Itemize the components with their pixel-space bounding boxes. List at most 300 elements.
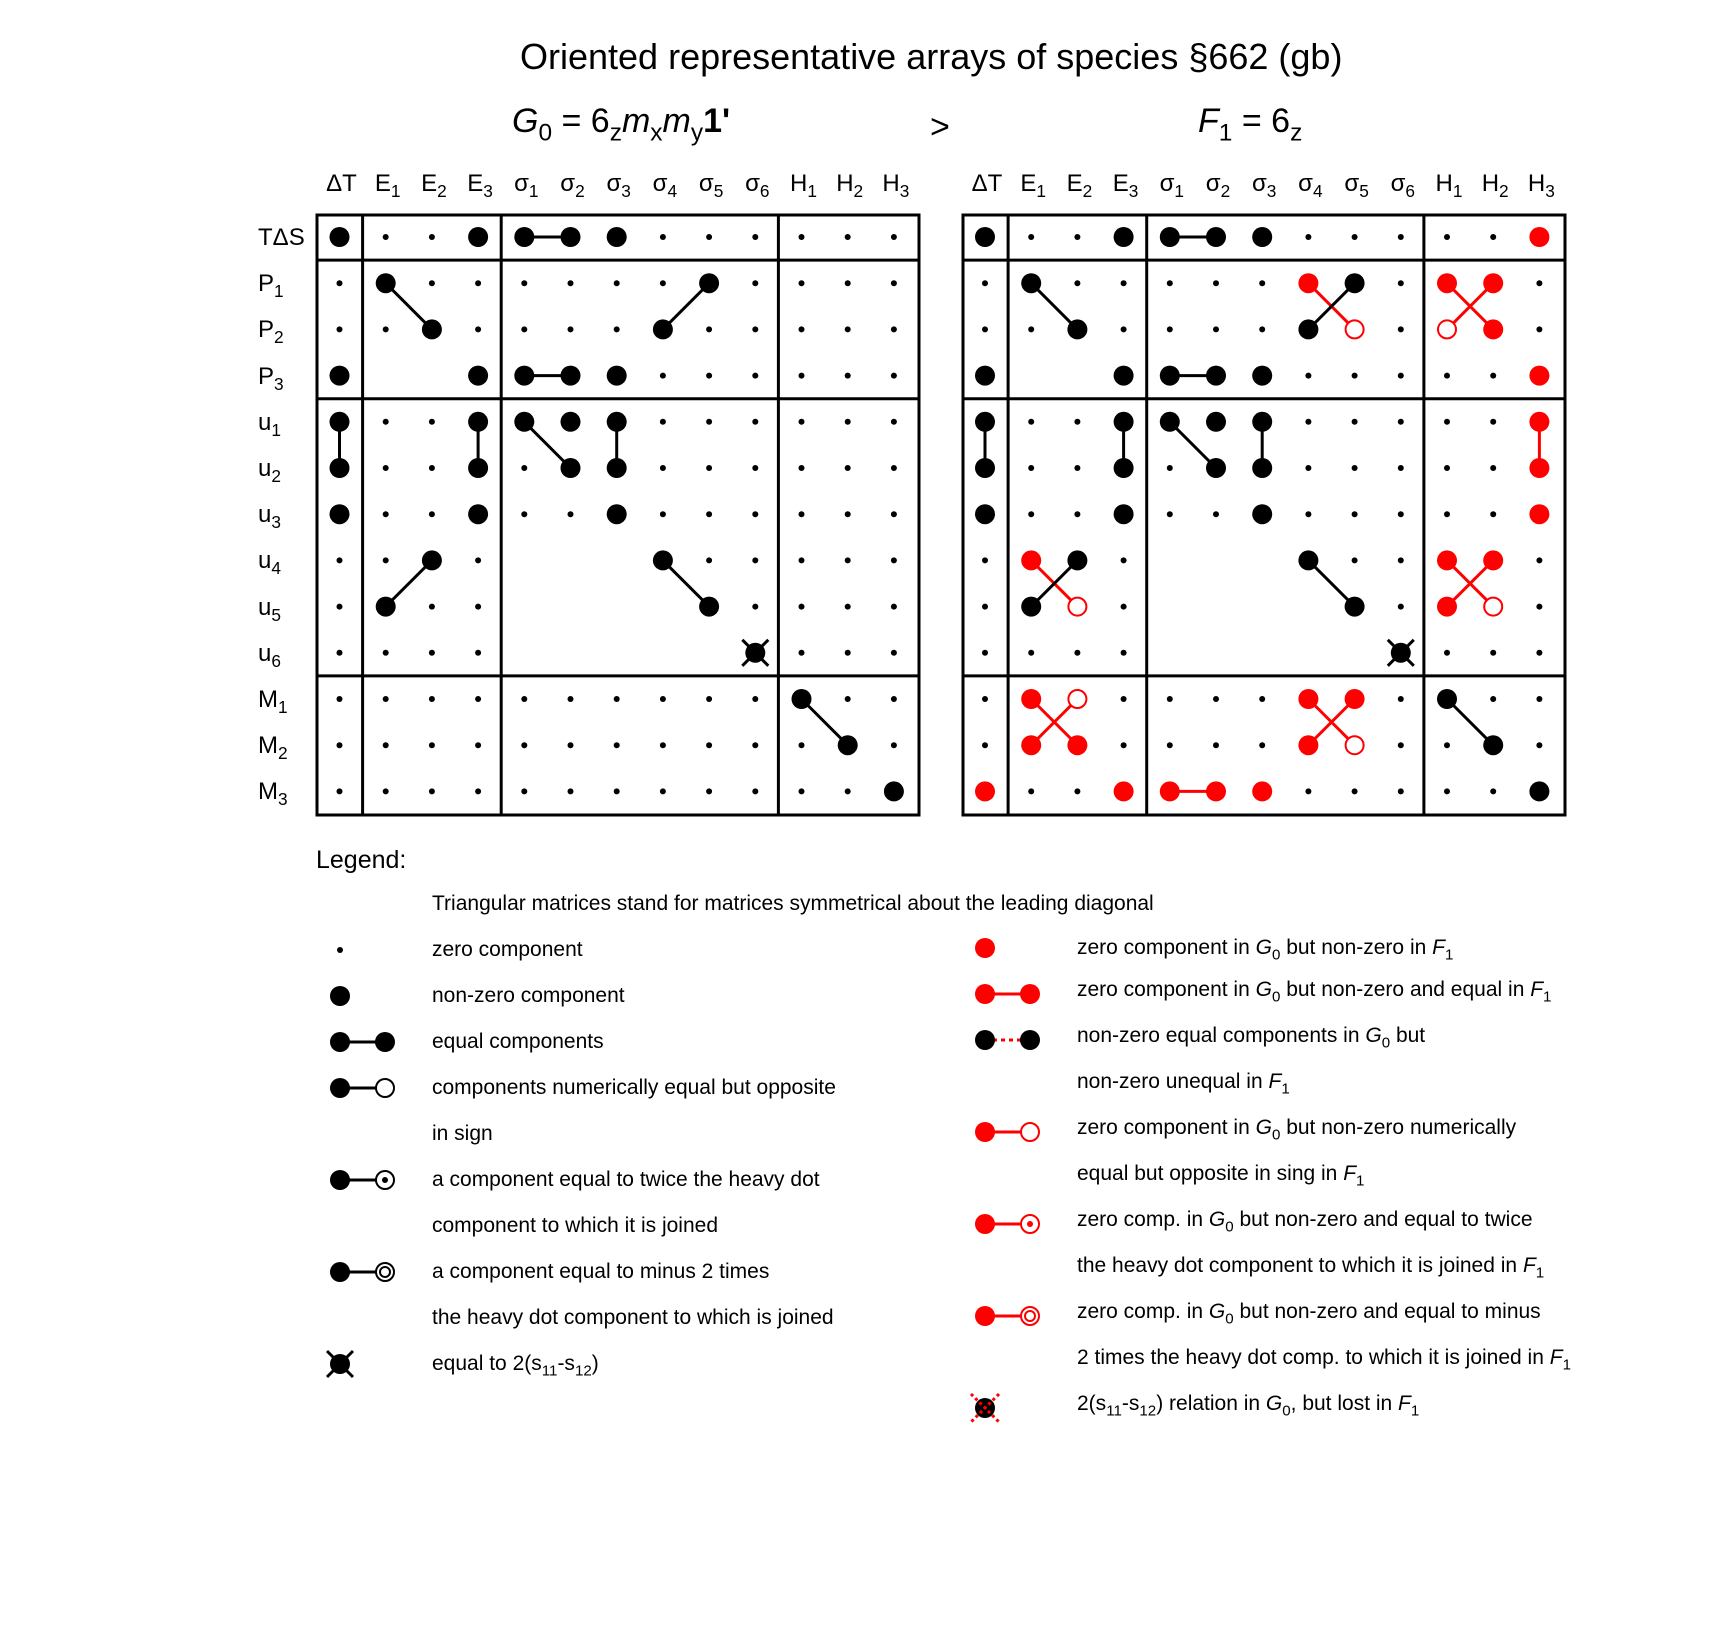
r4b-a: equal but opposite in sing in xyxy=(1077,1162,1344,1185)
nonzero-dot xyxy=(699,273,719,293)
zero-dot xyxy=(521,280,527,286)
legend-left-4b: in sign xyxy=(432,1122,493,1145)
col-label-f1-main: ΔT xyxy=(971,170,1003,197)
col-label-g0-sub: 3 xyxy=(899,181,910,202)
legend-symbol xyxy=(330,1078,394,1098)
nonzero-dot xyxy=(1206,458,1226,478)
zero-dot xyxy=(1305,373,1311,379)
zero-dot xyxy=(1167,511,1173,517)
opposite-sign-dot xyxy=(1346,736,1364,754)
nonzero-dot xyxy=(330,458,350,478)
r6a-b: but non-zero and equal to minus xyxy=(1233,1300,1541,1323)
row-label-main: M xyxy=(258,732,278,760)
r3b-fs: 1 xyxy=(1281,1080,1290,1098)
zero-dot xyxy=(982,696,988,702)
zero-dot xyxy=(1352,234,1358,240)
new-nonzero-dot xyxy=(1483,319,1503,339)
zero-dot xyxy=(706,788,712,794)
r6b-a: 2 times the heavy dot comp. to which it is joined in xyxy=(1077,1346,1550,1369)
zero-dot xyxy=(1305,465,1311,471)
row-label-main: M xyxy=(258,778,278,806)
zero-dot xyxy=(752,742,758,748)
zero-dot xyxy=(429,465,435,471)
new-nonzero-dot xyxy=(1437,550,1457,570)
zero-dot xyxy=(845,604,851,610)
col-label-f1-main: H xyxy=(1527,170,1546,197)
nonzero-dot xyxy=(1021,273,1041,293)
col-label-g0-main: σ xyxy=(606,170,622,197)
legend-left-1: zero component xyxy=(432,938,583,961)
zero-dot xyxy=(1074,419,1080,425)
zero-dot xyxy=(1028,326,1034,332)
zero-dot xyxy=(521,696,527,702)
nonzero-dot xyxy=(1252,412,1272,432)
row-label xyxy=(258,409,281,441)
zero-dot xyxy=(337,650,343,656)
r3b-a: non-zero unequal in xyxy=(1077,1070,1269,1093)
nonzero-dot xyxy=(975,458,995,478)
nonzero-dot xyxy=(838,735,858,755)
zero-dot xyxy=(614,280,620,286)
zero-dot xyxy=(1074,511,1080,517)
zero-dot xyxy=(982,650,988,656)
r4b-f: F xyxy=(1343,1162,1357,1185)
col-label-g0-main: E xyxy=(421,170,438,197)
zero-dot xyxy=(752,511,758,517)
r1-g: G xyxy=(1255,936,1272,959)
r4a-a: zero component in xyxy=(1077,1116,1256,1139)
legend-symbol xyxy=(975,984,1040,1004)
zero-dot xyxy=(475,788,481,794)
col-label-g0-main: σ xyxy=(514,170,529,197)
row-label xyxy=(258,547,281,579)
zero-dot xyxy=(891,465,897,471)
zero-dot xyxy=(1352,557,1358,563)
zero-dot xyxy=(706,742,712,748)
legend-symbol xyxy=(337,947,343,953)
zero-dot xyxy=(706,511,712,517)
legend-right-6a xyxy=(1077,1300,1541,1327)
zero-dot xyxy=(1213,696,1219,702)
g0-tail: 1' xyxy=(703,102,731,140)
zero-dot xyxy=(1121,557,1127,563)
zero-dot xyxy=(429,234,435,240)
zero-dot xyxy=(383,234,389,240)
zero-dot xyxy=(1398,280,1404,286)
zero-dot xyxy=(1028,788,1034,794)
zero-dot xyxy=(982,280,988,286)
nonzero-dot xyxy=(1021,597,1041,617)
legend-left-2: non-zero component xyxy=(432,984,625,1007)
g0-letter: G xyxy=(512,102,539,140)
legend-left-3: equal components xyxy=(432,1030,604,1053)
zero-dot xyxy=(475,280,481,286)
zero-dot xyxy=(845,511,851,517)
col-label-f1-main: H xyxy=(1481,170,1500,197)
zero-dot xyxy=(429,511,435,517)
zero-dot xyxy=(568,280,574,286)
nonzero-dot xyxy=(653,550,673,570)
new-nonzero-dot xyxy=(1298,735,1318,755)
nonzero-dot xyxy=(1114,366,1134,386)
zero-dot xyxy=(383,557,389,563)
zero-dot xyxy=(1536,650,1542,656)
zero-dot xyxy=(845,326,851,332)
row-label-main: TΔS xyxy=(258,224,305,251)
new-nonzero-dot xyxy=(1483,273,1503,293)
zero-dot xyxy=(475,557,481,563)
nonzero-dot xyxy=(792,689,812,709)
col-label-f1-sub: 1 xyxy=(1174,181,1185,202)
zero-dot xyxy=(845,696,851,702)
r4a-g: G xyxy=(1255,1116,1272,1139)
legend-right-4b xyxy=(1077,1162,1364,1189)
zero-dot xyxy=(1213,280,1219,286)
nonzero-dot xyxy=(330,504,350,524)
nonzero-dot xyxy=(514,227,534,247)
zero-dot xyxy=(706,373,712,379)
group-f1-label xyxy=(1198,102,1302,148)
col-label-f1-sub: 3 xyxy=(1128,181,1139,202)
col-label-f1-sub: 2 xyxy=(1082,181,1093,202)
zero-dot xyxy=(521,465,527,471)
zero-dot xyxy=(1398,326,1404,332)
r2-g: G xyxy=(1255,978,1272,1001)
row-label-sub: 3 xyxy=(271,512,281,533)
col-label-f1 xyxy=(1482,170,1509,202)
col-label-f1-main: σ xyxy=(1390,170,1406,197)
zero-dot xyxy=(1490,419,1496,425)
zero-dot xyxy=(383,465,389,471)
zero-dot xyxy=(891,604,897,610)
row-label xyxy=(258,363,284,395)
zero-dot xyxy=(1398,373,1404,379)
r5b-f: F xyxy=(1522,1254,1536,1277)
nonzero-dot xyxy=(1345,273,1365,293)
row-label-sub: 1 xyxy=(274,281,284,302)
zero-dot xyxy=(982,557,988,563)
r4b-fs: 1 xyxy=(1356,1172,1365,1190)
r2-fs: 1 xyxy=(1543,988,1552,1006)
r7-c: , but lost in xyxy=(1290,1392,1399,1415)
zero-dot xyxy=(1167,696,1173,702)
new-nonzero-dot xyxy=(1206,781,1226,801)
nonzero-dot xyxy=(1206,412,1226,432)
col-label-f1-sub: 2 xyxy=(1220,181,1231,202)
new-nonzero-dot xyxy=(1021,735,1041,755)
zero-dot xyxy=(660,373,666,379)
r3a-gs: 0 xyxy=(1381,1034,1391,1052)
nonzero-dot xyxy=(561,412,581,432)
zero-dot xyxy=(752,280,758,286)
zero-dot xyxy=(614,326,620,332)
zero-dot xyxy=(1352,373,1358,379)
col-label-g0 xyxy=(467,170,493,202)
r1-b: but non-zero in xyxy=(1280,936,1433,959)
r6a-a: zero comp. in xyxy=(1077,1300,1209,1323)
nonzero-dot xyxy=(1529,781,1549,801)
zero-dot xyxy=(1490,373,1496,379)
zero-dot xyxy=(1167,326,1173,332)
zero-dot xyxy=(1259,326,1265,332)
zero-dot xyxy=(521,511,527,517)
col-label-g0-sub: 1 xyxy=(528,181,539,202)
zero-dot xyxy=(891,557,897,563)
col-label-g0-main: σ xyxy=(652,170,668,197)
col-label-f1-main: H xyxy=(1435,170,1453,197)
col-label-g0-main: H xyxy=(790,170,808,197)
zero-dot xyxy=(845,788,851,794)
row-label xyxy=(258,640,281,672)
zero-dot xyxy=(383,511,389,517)
zero-dot xyxy=(1259,742,1265,748)
nonzero-dot xyxy=(975,366,995,386)
row-label-sub: 1 xyxy=(271,419,281,440)
col-label-f1-main: σ xyxy=(1298,170,1313,197)
col-label-f1-sub: 3 xyxy=(1545,181,1555,202)
legend-symbol xyxy=(975,1306,1039,1326)
nonzero-dot xyxy=(422,550,442,570)
zero-dot xyxy=(383,696,389,702)
zero-dot xyxy=(799,742,805,748)
zero-dot xyxy=(337,280,343,286)
zero-dot xyxy=(1028,419,1034,425)
zero-dot xyxy=(1398,511,1404,517)
opposite-sign-dot xyxy=(1438,320,1456,338)
nonzero-dot xyxy=(1067,550,1087,570)
r3a-a: non-zero equal components in xyxy=(1077,1024,1366,1047)
new-nonzero-dot xyxy=(1529,504,1549,524)
nonzero-dot xyxy=(975,504,995,524)
zero-dot xyxy=(982,742,988,748)
zero-dot xyxy=(752,465,758,471)
new-nonzero-dot xyxy=(1437,597,1457,617)
zero-dot xyxy=(1352,788,1358,794)
col-label-f1-main: σ xyxy=(1344,170,1360,197)
nonzero-dot xyxy=(1298,319,1318,339)
col-label-g0-sub: 6 xyxy=(759,181,770,202)
nonzero-dot xyxy=(468,227,488,247)
nonzero-dot xyxy=(376,597,396,617)
nonzero-dot xyxy=(1160,412,1180,432)
row-label xyxy=(258,778,288,810)
nonzero-dot xyxy=(1437,689,1457,709)
nonzero-dot xyxy=(1206,366,1226,386)
legend-symbol xyxy=(327,1351,353,1377)
r7-f: F xyxy=(1398,1392,1411,1415)
legend-symbol xyxy=(975,1030,1040,1050)
legend-right-7 xyxy=(1077,1392,1419,1419)
zero-dot xyxy=(706,419,712,425)
row-label-sub: 2 xyxy=(271,466,281,487)
zero-dot xyxy=(1167,465,1173,471)
legend-right-3a xyxy=(1077,1024,1425,1051)
nonzero-dot xyxy=(607,227,627,247)
zero-dot xyxy=(1490,696,1496,702)
nonzero-dot xyxy=(1114,412,1134,432)
new-nonzero-dot xyxy=(1483,550,1503,570)
row-label-main: u xyxy=(258,455,272,482)
col-label-g0 xyxy=(790,170,817,202)
zero-dot xyxy=(1398,742,1404,748)
zero-dot xyxy=(429,280,435,286)
relation-symbol: > xyxy=(930,108,950,146)
col-label-g0 xyxy=(745,170,769,202)
new-nonzero-dot xyxy=(1345,689,1365,709)
zero-dot xyxy=(521,742,527,748)
col-label-g0 xyxy=(836,170,863,202)
r3b-f: F xyxy=(1268,1070,1282,1093)
r1-fs: 1 xyxy=(1444,946,1454,964)
zero-dot xyxy=(429,650,435,656)
zero-dot xyxy=(1444,419,1450,425)
nonzero-dot xyxy=(1160,366,1180,386)
zero-dot xyxy=(383,742,389,748)
zero-dot xyxy=(475,326,481,332)
col-label-g0-main: σ xyxy=(745,170,760,197)
zero-dot xyxy=(337,604,343,610)
zero-dot xyxy=(475,604,481,610)
nonzero-dot xyxy=(1114,227,1134,247)
zero-dot xyxy=(1398,234,1404,240)
nonzero-dot xyxy=(330,366,350,386)
f1-letter: F xyxy=(1198,102,1219,140)
zero-dot xyxy=(1536,604,1542,610)
row-label xyxy=(258,316,284,348)
zero-dot xyxy=(752,604,758,610)
zero-dot xyxy=(706,326,712,332)
zero-dot xyxy=(337,557,343,563)
r7-m: -s xyxy=(1121,1392,1140,1415)
zero-dot xyxy=(429,696,435,702)
col-label-g0-main: H xyxy=(836,170,854,197)
col-label-g0-sub: 5 xyxy=(713,181,724,202)
row-label-sub: 1 xyxy=(278,697,288,718)
legend-symbol xyxy=(975,1122,1039,1142)
zero-dot xyxy=(1213,511,1219,517)
g0-s2: x xyxy=(650,119,663,147)
r6a-g: G xyxy=(1208,1300,1226,1323)
col-label-g0 xyxy=(421,170,447,202)
nonzero-dot xyxy=(514,366,534,386)
col-label-g0 xyxy=(699,170,723,202)
col-label-g0-main: H xyxy=(882,170,900,197)
zero-dot xyxy=(891,650,897,656)
zero-dot xyxy=(660,280,666,286)
r7-g: G xyxy=(1265,1392,1283,1415)
nonzero-dot xyxy=(699,597,719,617)
row-label xyxy=(258,270,284,302)
zero-dot xyxy=(982,604,988,610)
nonzero-dot xyxy=(561,366,581,386)
r7-a: 2(s xyxy=(1077,1392,1107,1415)
nonzero-dot xyxy=(1483,735,1503,755)
legend-symbol xyxy=(975,938,995,958)
zero-dot xyxy=(1398,604,1404,610)
r6b-fs: 1 xyxy=(1562,1356,1571,1374)
zero-dot xyxy=(752,373,758,379)
zero-dot xyxy=(752,419,758,425)
col-label-f1-sub: 5 xyxy=(1359,181,1369,202)
legend-right-4a xyxy=(1077,1116,1516,1143)
col-label-f1-main: σ xyxy=(1205,170,1221,197)
zero-dot xyxy=(1352,465,1358,471)
zero-dot xyxy=(337,326,343,332)
opposite-sign-dot xyxy=(1484,598,1502,616)
zero-dot xyxy=(1444,465,1450,471)
zero-dot xyxy=(799,326,805,332)
zero-dot xyxy=(1536,280,1542,286)
col-label-f1 xyxy=(1160,170,1184,202)
r4a-b: but non-zero numerically xyxy=(1280,1116,1517,1139)
group-g0-label xyxy=(512,102,730,148)
col-label-f1-sub: 6 xyxy=(1405,181,1416,202)
zero-dot xyxy=(1074,465,1080,471)
zero-dot xyxy=(1121,650,1127,656)
zero-dot xyxy=(845,280,851,286)
col-label-f1-main: σ xyxy=(1251,170,1267,197)
g0-m1: m xyxy=(621,102,651,140)
zero-dot xyxy=(799,650,805,656)
zero-dot xyxy=(1398,465,1404,471)
row-label-main: u xyxy=(258,593,272,621)
g0-sub: 0 xyxy=(538,119,553,147)
row-label-sub: 6 xyxy=(271,650,281,671)
col-label-f1 xyxy=(972,170,1003,198)
r7-gs: 0 xyxy=(1282,1402,1291,1420)
r2-a: zero component in xyxy=(1077,978,1256,1001)
nonzero-dot xyxy=(653,319,673,339)
r4a-gs: 0 xyxy=(1271,1126,1281,1144)
nonzero-dot xyxy=(1206,227,1226,247)
zero-dot xyxy=(752,326,758,332)
zero-dot xyxy=(660,788,666,794)
zero-dot xyxy=(1121,696,1127,702)
legend-left-4a: components numerically equal but opposite xyxy=(432,1076,836,1099)
zero-dot xyxy=(1167,280,1173,286)
zero-dot xyxy=(475,650,481,656)
zero-dot xyxy=(752,234,758,240)
zero-dot xyxy=(383,650,389,656)
zero-dot xyxy=(1398,419,1404,425)
col-label-g0 xyxy=(375,170,401,202)
zero-dot xyxy=(1074,788,1080,794)
zero-dot xyxy=(1074,234,1080,240)
zero-dot xyxy=(1074,280,1080,286)
zero-dot xyxy=(568,326,574,332)
zero-dot xyxy=(660,419,666,425)
matrices xyxy=(317,215,1565,815)
zero-dot xyxy=(614,788,620,794)
new-nonzero-dot xyxy=(1114,781,1134,801)
zero-dot xyxy=(1536,696,1542,702)
zero-dot xyxy=(891,742,897,748)
col-label-g0-sub: 2 xyxy=(575,181,585,202)
col-label-g0 xyxy=(326,170,357,198)
zero-dot xyxy=(1352,511,1358,517)
nonzero-dot xyxy=(975,227,995,247)
zero-dot xyxy=(752,696,758,702)
col-label-f1 xyxy=(1528,170,1555,202)
r3a-g: G xyxy=(1365,1024,1382,1047)
row-label-sub: 4 xyxy=(271,558,281,579)
col-label-f1-sub: 1 xyxy=(1036,181,1046,202)
row-label-main: u xyxy=(258,408,272,436)
nonzero-dot xyxy=(1114,458,1134,478)
new-nonzero-dot xyxy=(1252,781,1272,801)
zero-dot xyxy=(845,419,851,425)
zero-dot xyxy=(1444,234,1450,240)
